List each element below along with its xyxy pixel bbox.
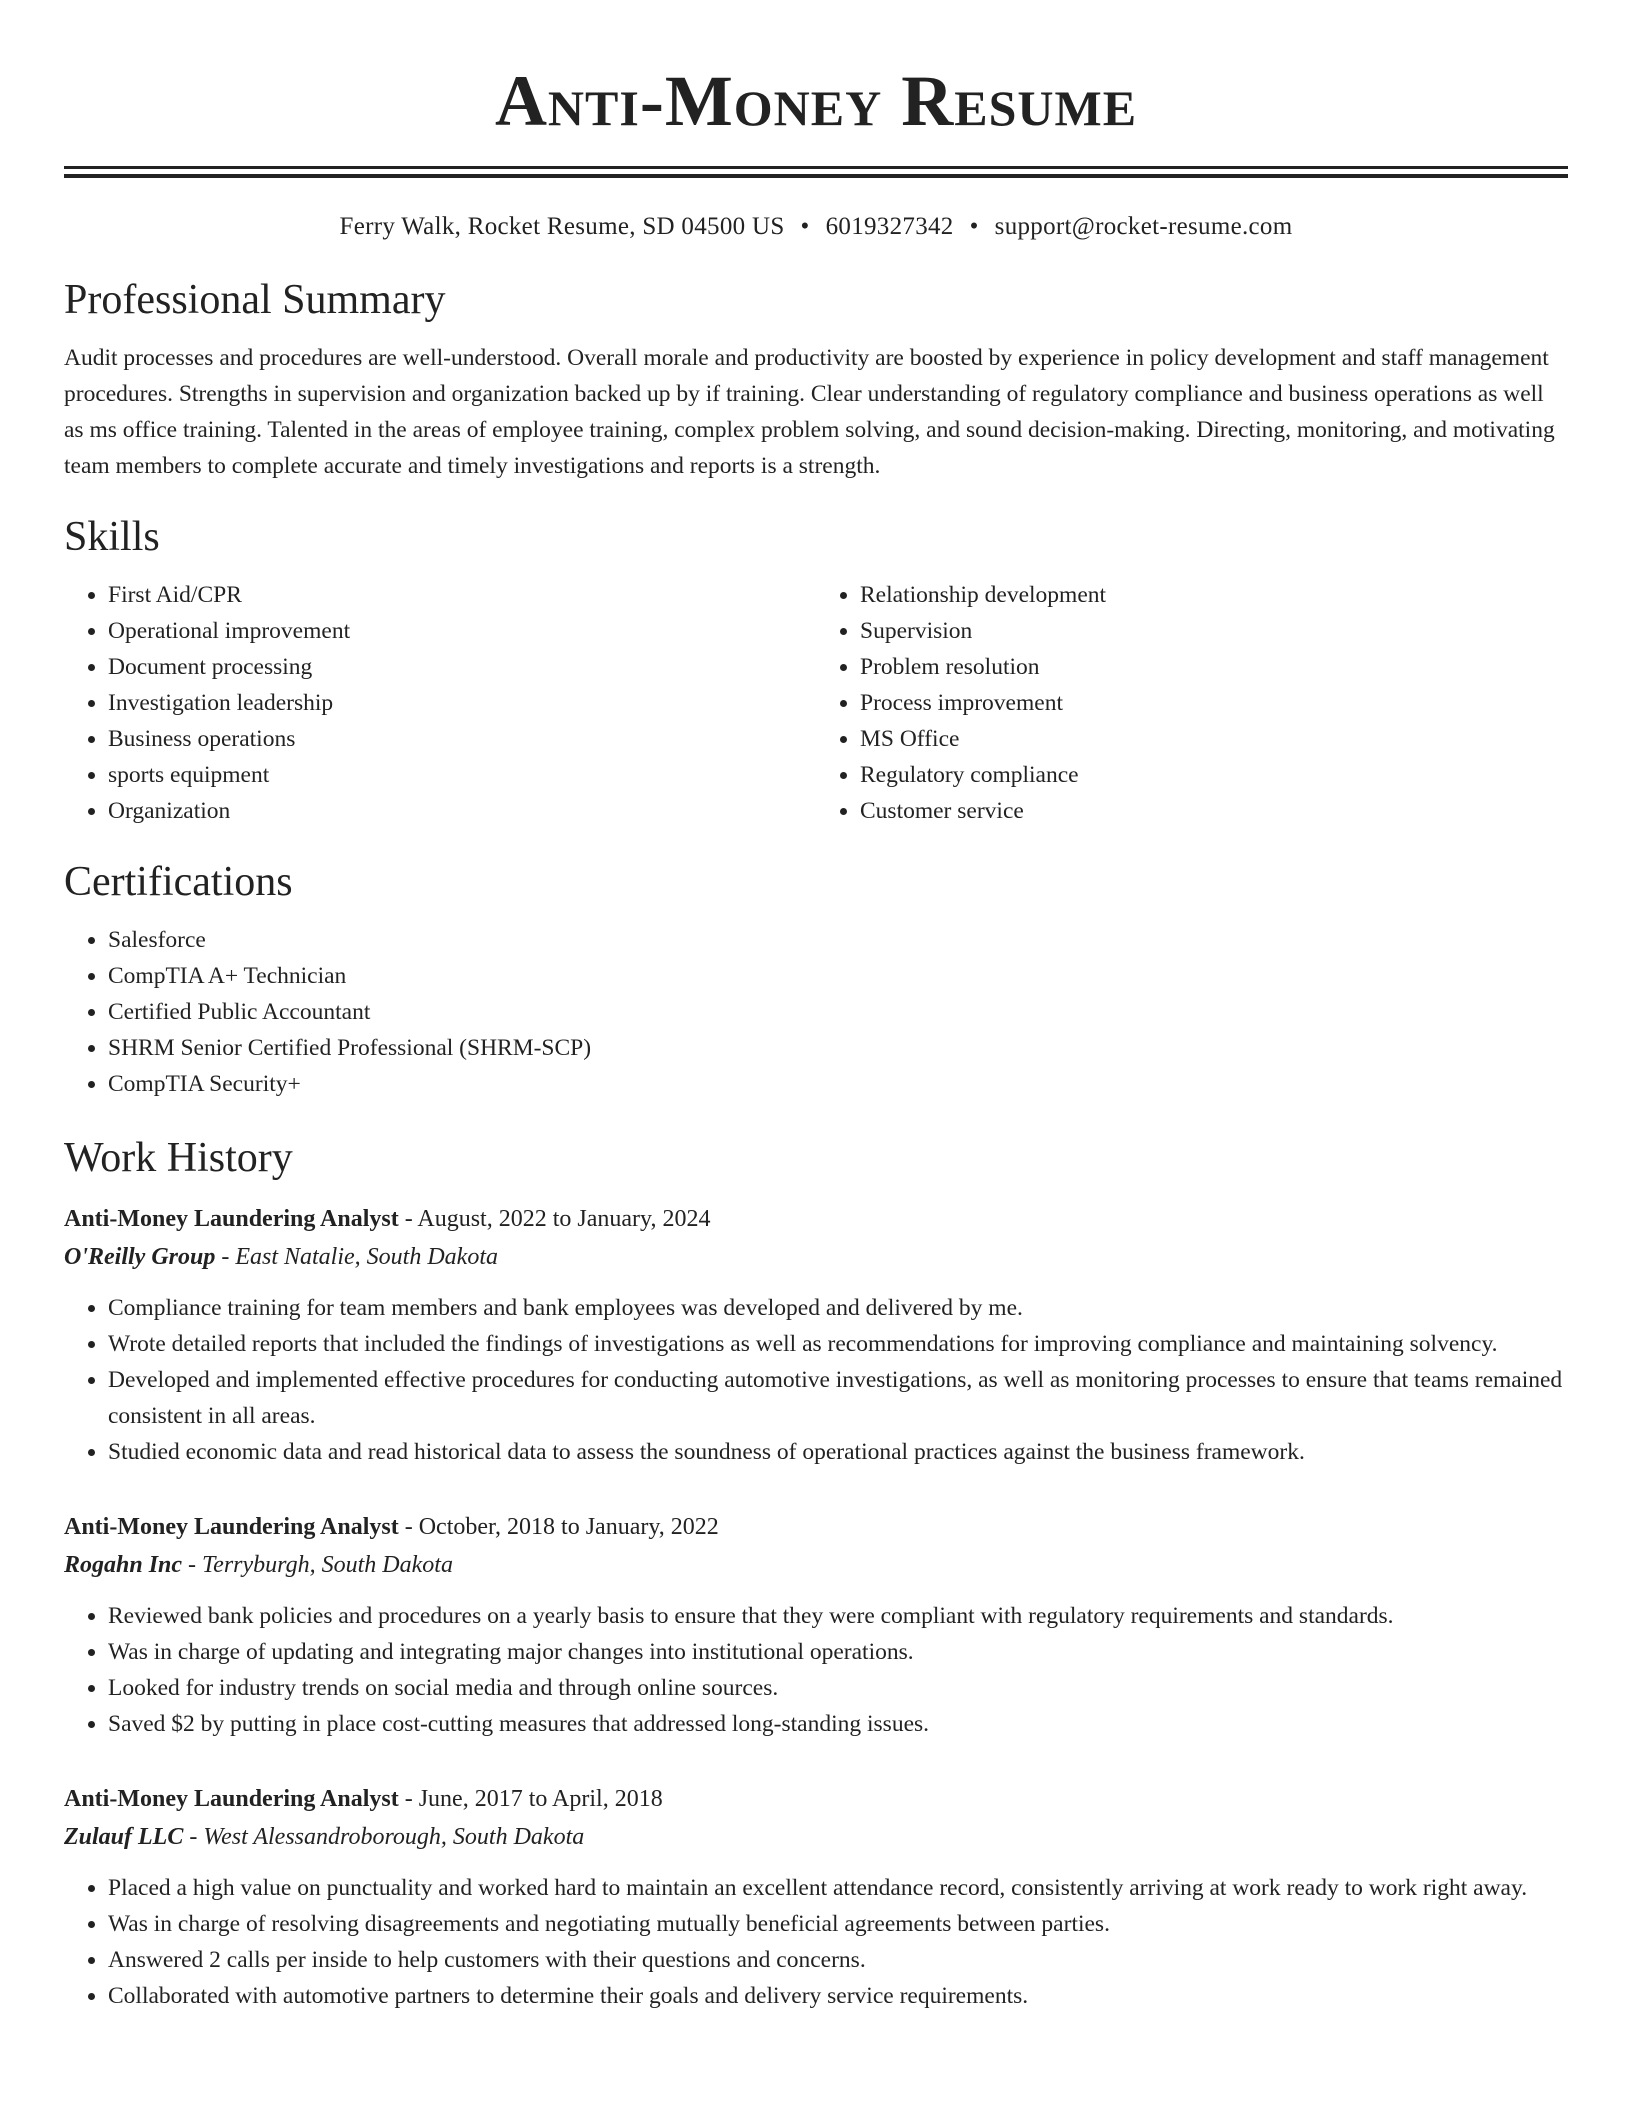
certifications-list <box>64 922 1568 1102</box>
summary-section <box>64 274 1568 484</box>
contact-separator: • <box>969 213 979 240</box>
skills-columns <box>64 577 1568 829</box>
certification-item: • SHRM Senior Certified Professional (SHRM-SCP) <box>108 1030 1568 1066</box>
skill-item: • Organization <box>108 793 816 829</box>
certification-item: • CompTIA Security+ <box>108 1066 1568 1102</box>
contact-line <box>64 210 1568 244</box>
job-bullet: • Compliance training for team members and bank employees was developed and delivered by me. <box>108 1290 1568 1326</box>
skill-item: • Customer service <box>860 793 1568 829</box>
skill-item: • Investigation leadership <box>108 685 816 721</box>
skill-item: • Problem resolution <box>860 649 1568 685</box>
skill-item: • MS Office <box>860 721 1568 757</box>
summary-text: Audit processes and procedures are well-understood. Overall morale and productivity are boosted by experience in policy development and staff management procedures. Strengths in supervision and organization backed up by if training. Clear understanding of regulatory compliance and business operations as well as ms office training. Talented in the areas of employee training, complex problem solving, and sound decision-making. Directing, monitoring, and motivating team members to complete accurate and timely investigations and reports is a strength. <box>64 345 1555 479</box>
skills-heading: Skills <box>64 514 160 560</box>
job-company-line <box>64 1546 1568 1584</box>
title-divider-top <box>64 166 1568 169</box>
job-company-line <box>64 1238 1568 1276</box>
resume-page <box>64 0 1568 2014</box>
job-company: Zulauf LLC <box>64 1824 184 1850</box>
job-company-line <box>64 1818 1568 1856</box>
job-title: Anti-Money Laundering Analyst <box>64 1206 399 1232</box>
contact-separator: • <box>800 213 810 240</box>
job-dates: - June, 2017 to April, 2018 <box>404 1786 663 1812</box>
skill-item: • Relationship development <box>860 577 1568 613</box>
skills-section <box>64 511 1568 829</box>
skill-item: • Supervision <box>860 613 1568 649</box>
work-history-section <box>64 1132 1568 2014</box>
certifications-section <box>64 856 1568 1102</box>
job-bullets <box>64 1290 1568 1470</box>
job-title-line <box>64 1780 1568 1818</box>
job-dates: - October, 2018 to January, 2022 <box>404 1514 719 1540</box>
job-bullet: • Answered 2 calls per inside to help customers with their questions and concerns. <box>108 1942 1568 1978</box>
skill-item: • Regulatory compliance <box>860 757 1568 793</box>
contact-phone: 6019327342 <box>825 213 954 240</box>
certification-item: • CompTIA A+ Technician <box>108 958 1568 994</box>
job-entry <box>64 1508 1568 1742</box>
job-title-line <box>64 1508 1568 1546</box>
skill-item: • First Aid/CPR <box>108 577 816 613</box>
skill-item: • Document processing <box>108 649 816 685</box>
job-bullets <box>64 1598 1568 1742</box>
skill-item: • Business operations <box>108 721 816 757</box>
job-company: O'Reilly Group <box>64 1244 216 1270</box>
skills-list-left <box>64 577 816 829</box>
job-bullet: • Collaborated with automotive partners to determine their goals and delivery service requirements. <box>108 1978 1568 2014</box>
skills-list-right <box>816 577 1568 829</box>
job-title: Anti-Money Laundering Analyst <box>64 1786 399 1812</box>
job-bullet: • Looked for industry trends on social media and through online sources. <box>108 1670 1568 1706</box>
job-bullet: • Saved $2 by putting in place cost-cutting measures that addressed long-standing issues. <box>108 1706 1568 1742</box>
job-entry <box>64 1200 1568 1470</box>
certification-item: • Salesforce <box>108 922 1568 958</box>
job-bullet: • Studied economic data and read historical data to assess the soundness of operational practices against the business framework. <box>108 1434 1568 1470</box>
contact-email: support@rocket-resume.com <box>994 213 1293 240</box>
skill-item: • Process improvement <box>860 685 1568 721</box>
job-bullets <box>64 1870 1568 2014</box>
job-entry <box>64 1780 1568 2014</box>
job-bullet: • Placed a high value on punctuality and worked hard to maintain an excellent attendance record, consistently arriving at work ready to work right away. <box>108 1870 1568 1906</box>
certifications-heading: Certifications <box>64 859 293 905</box>
job-dates: - August, 2022 to January, 2024 <box>404 1206 711 1232</box>
work-history-heading: Work History <box>64 1135 293 1181</box>
job-location: - East Natalie, South Dakota <box>221 1244 498 1270</box>
job-company: Rogahn Inc <box>64 1552 183 1578</box>
job-title-line <box>64 1200 1568 1238</box>
title-divider-bottom <box>64 174 1568 178</box>
skill-item: • Operational improvement <box>108 613 816 649</box>
job-bullet: • Wrote detailed reports that included the findings of investigations as well as recommendations for improving compliance and maintaining solvency. <box>108 1326 1568 1362</box>
job-bullet: • Was in charge of updating and integrating major changes into institutional operations. <box>108 1634 1568 1670</box>
certification-item: • Certified Public Accountant <box>108 994 1568 1030</box>
job-bullet: • Developed and implemented effective procedures for conducting automotive investigations, as well as monitoring processes to ensure that teams remained consistent in all areas. <box>108 1362 1568 1434</box>
job-bullet: • Reviewed bank policies and procedures on a yearly basis to ensure that they were compliant with regulatory requirements and standards. <box>108 1598 1568 1634</box>
job-title: Anti-Money Laundering Analyst <box>64 1514 399 1540</box>
summary-heading: Professional Summary <box>64 277 446 323</box>
job-bullet: • Was in charge of resolving disagreements and negotiating mutually beneficial agreements between parties. <box>108 1906 1568 1942</box>
job-location: - Terryburgh, South Dakota <box>188 1552 453 1578</box>
resume-title: Anti-Money Resume <box>494 61 1138 141</box>
skill-item: • sports equipment <box>108 757 816 793</box>
job-location: - West Alessandroborough, South Dakota <box>189 1824 585 1850</box>
contact-address: Ferry Walk, Rocket Resume, SD 04500 US <box>339 213 785 240</box>
